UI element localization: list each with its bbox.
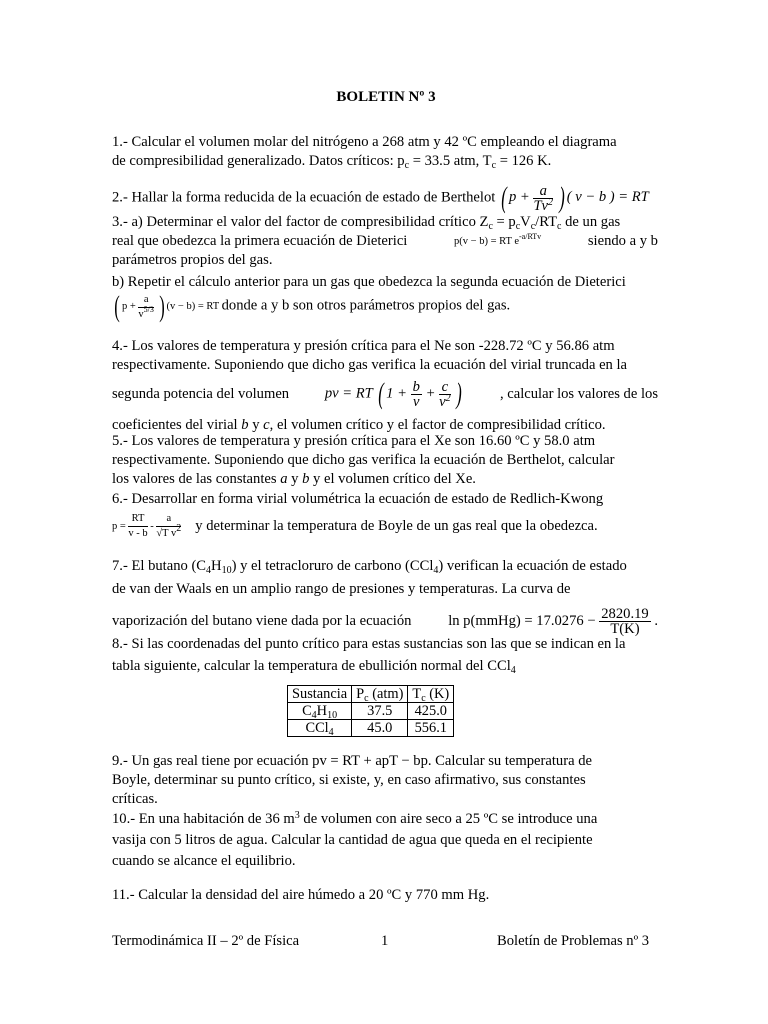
problem-4-line-2: respectivamente. Suponiendo que dicho gas verifica la ecuación del virial truncada en la bbox=[112, 357, 628, 373]
problem-3b-line-1: b) Repetir el cálculo anterior para un gas que obedezca la segunda ecuación de Dieterici bbox=[112, 274, 626, 290]
table-header: Sustancia bbox=[288, 686, 352, 703]
vaporization-equation: ln p(mmHg) = 17.0276 − $\frac{2820.19}{T(K)}$ . bbox=[448, 605, 658, 637]
problem-11 bbox=[112, 886, 658, 905]
redlich-kwong-equation: p = $\frac{RT}{v - b}$ - $\frac{a}{√T v^2}$ bbox=[112, 512, 182, 539]
problem-8 bbox=[112, 633, 658, 677]
footer-doc-title: Boletín de Problemas nº 3 bbox=[497, 933, 650, 949]
problem-1-line-1: 1.- Calcular el volumen molar del nitrógeno a 268 atm y 42 ºC empleando el diagrama bbox=[112, 134, 617, 150]
problem-3a-line-3: parámetros propios del gas. bbox=[112, 252, 273, 268]
problem-10 bbox=[112, 809, 658, 872]
table-cell: 556.1 bbox=[408, 720, 454, 737]
berthelot-equation: ( p + $\frac{a}{Tv^2}$ ) ( v − b ) = RT bbox=[501, 181, 649, 214]
problem-3a-line-1: 3.- a) Determinar el valor del factor de compresibilidad crítico $Z_c = p_cV_c/RT_c$ de un gas bbox=[112, 214, 621, 232]
problem-7-line-3: vaporización del butano viene dada por la ecuación ln p(mmHg) = 17.0276 − $\frac{2820.19}{T(K)}$ . bbox=[112, 605, 658, 637]
table-cell: CCl$_4$ bbox=[288, 720, 352, 737]
problem-10-line-1: 10.- En una habitación de 36 $m^3$ de volumen con aire seco a 25 ºC se introduce una bbox=[112, 810, 598, 827]
problem-2 bbox=[112, 183, 658, 213]
problem-4-line-3: segunda potencia del volumen pv = RT ( 1 + $\frac{b}{v}$ + $\frac{c}{v^2}$ ) , calcular los valores de los bbox=[112, 377, 658, 410]
problem-8-line-1: 8.- Si las coordenadas del punto crítico para estas sustancias son las que se indican en la bbox=[112, 636, 626, 652]
problem-4-line-1: 4.- Los valores de temperatura y presión crítica para el Ne son -228.72 ºC y 56.86 atm bbox=[112, 338, 615, 354]
footer-page-number: 1 bbox=[381, 933, 389, 949]
problem-5 bbox=[112, 432, 658, 489]
problem-6 bbox=[112, 490, 658, 543]
problem-6-line-2: p = $\frac{RT}{v - b}$ - $\frac{a}{√T v^2}$ y determinar la temperatura de Boyle de un gas real que la obedezca. bbox=[112, 512, 598, 539]
problem-3a-line-2: real que obedezca la primera ecuación de Dieterici p(v − b) = RT $e^{-a/RTv}$ siendo a y b bbox=[112, 232, 658, 249]
problem-10-line-3: cuando se alcance el equilibrio. bbox=[112, 853, 296, 869]
problem-9-line-1: 9.- Un gas real tiene por ecuación pv = RT + apT − bp. Calcular su temperatura de bbox=[112, 753, 592, 769]
problem-7 bbox=[112, 555, 658, 641]
footer-course: Termodinámica II – 2º de Física bbox=[112, 933, 300, 949]
table-row bbox=[288, 720, 454, 737]
problem-5-line-2: respectivamente. Suponiendo que dicho gas verifica la ecuación de Berthelot, calcular bbox=[112, 452, 615, 468]
table-header: $T_c$ (K) bbox=[408, 686, 454, 703]
table-cell: 425.0 bbox=[408, 703, 454, 720]
page-title: BOLETIN Nº 3 bbox=[336, 89, 436, 105]
table-cell: 37.5 bbox=[352, 703, 408, 720]
problem-8-line-2: tabla siguiente, calcular la temperatura de ebullición normal del CCl$_4$ bbox=[112, 658, 516, 676]
problem-9-line-3: críticas. bbox=[112, 791, 158, 807]
critical-data-table bbox=[287, 685, 454, 737]
problem-6-line-1: 6.- Desarrollar en forma virial volumétrica la ecuación de estado de Redlich-Kwong bbox=[112, 491, 604, 507]
dieterici-2-equation: ( p + $\frac{a}{v^{5/3}}$ ) (v − b) = RT bbox=[114, 290, 219, 323]
table-header-row bbox=[288, 686, 454, 703]
problem-5-line-1: 5.- Los valores de temperatura y presión crítica para el Xe son 16.60 ºC y 58.0 atm bbox=[112, 433, 596, 449]
problem-2-text: 2.- Hallar la forma reducida de la ecuación de estado de Berthelot bbox=[112, 189, 496, 206]
problem-7-line-2: de van der Waals en un amplio rango de presiones y temperaturas. La curva de bbox=[112, 581, 571, 597]
problem-9 bbox=[112, 752, 658, 809]
problem-4 bbox=[112, 337, 658, 435]
dieterici-1-equation: p(v − b) = RT $e^{-a/RTv}$ bbox=[454, 232, 542, 247]
problem-3b-line-2: ( p + $\frac{a}{v^{5/3}}$ ) (v − b) = RT donde a y b son otros parámetros propios del gas. bbox=[112, 292, 658, 322]
table-header: $P_c$ (atm) bbox=[352, 686, 408, 703]
problem-4-line-4: coeficientes del virial b y c, el volumen crítico y el factor de compresibilidad crítico. bbox=[112, 417, 606, 433]
table-cell: 45.0 bbox=[352, 720, 408, 737]
problem-5-line-3: los valores de las constantes a y b y el volumen crítico del Xe. bbox=[112, 471, 476, 487]
problem-9-line-2: Boyle, determinar su punto crítico, si existe, y, en caso afirmativo, sus constantes bbox=[112, 772, 586, 788]
problem-1-line-2: de compresibilidad generalizado. Datos críticos: $p_c = 33.5$ atm, $T_c = 126$ K. bbox=[112, 153, 552, 171]
virial-equation: pv = RT ( 1 + $\frac{b}{v}$ + $\frac{c}{v^2}$ ) bbox=[324, 377, 462, 410]
problem-7-line-1: 7.- El butano $(C_4H_{10})$ y el tetracloruro de carbono (CCl$_4$) verifican la ecuación de estado bbox=[112, 558, 627, 576]
problem-3a bbox=[112, 213, 658, 270]
table-cell: $C_4H_{10}$ bbox=[288, 703, 352, 720]
problem-10-line-2: vasija con 5 litros de agua. Calcular la cantidad de agua que queda en el recipiente bbox=[112, 832, 593, 848]
table-row bbox=[288, 703, 454, 720]
problem-1 bbox=[112, 133, 658, 171]
problem-11-line-1: 11.- Calcular la densidad del aire húmedo a 20 ºC y 770 mm Hg. bbox=[112, 887, 490, 903]
problem-3b bbox=[112, 273, 658, 322]
